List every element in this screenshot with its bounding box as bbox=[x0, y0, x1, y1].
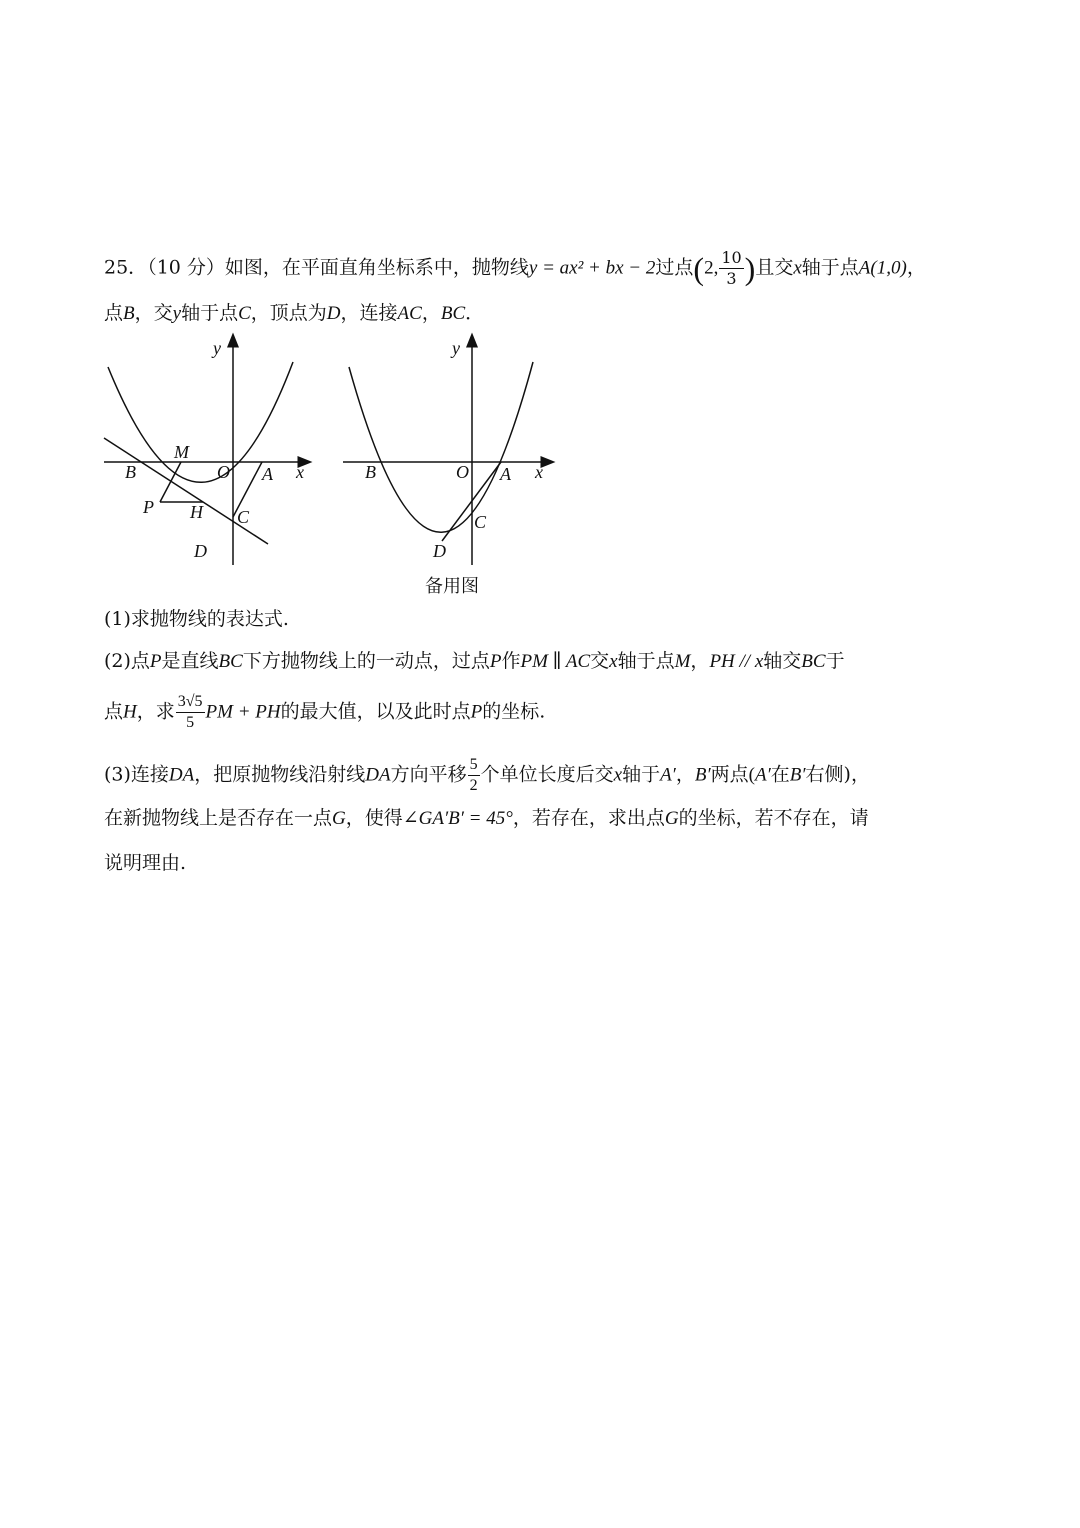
figure-backup bbox=[343, 340, 548, 565]
fraction-10-3: $\frac{10}{3}$ bbox=[721, 248, 742, 288]
fig2-label-o: O bbox=[456, 462, 469, 482]
fraction-3root5-5: $\frac{3√5}{5}$ bbox=[177, 693, 203, 731]
problem-number: 25． bbox=[104, 256, 148, 279]
problem-statement-line-2: 点B，交y轴于点C，顶点为D，连接AC，BC． bbox=[104, 302, 485, 324]
fig1-label-c: C bbox=[237, 507, 250, 527]
question-3-line-3: 说明理由. bbox=[104, 852, 187, 874]
ph-parallel-x: PH // x bbox=[709, 651, 764, 672]
fig1-label-a: A bbox=[262, 464, 273, 484]
problem-statement-line-1: 25．（10 分）如图，在平面直角坐标系中，抛物线y = ax² + bx − 2过点(2, $\frac{10}{3}$ )且交x轴于点A(1,0)， bbox=[104, 248, 926, 288]
question-3-line-1: (3)连接DA，把原抛物线沿射线DA方向平移 $\frac{5}{2}$ 个单位长度后交x轴于A′，B′两点(A′在B′右侧)， bbox=[104, 756, 870, 794]
fig2-label-a: A bbox=[500, 464, 511, 484]
fig1-label-p: P bbox=[143, 497, 154, 517]
angle-condition: ∠GA′B′ = 45° bbox=[402, 808, 513, 829]
expression-pm-ph: PM + PH bbox=[205, 701, 281, 723]
fig2-label-x: x bbox=[535, 462, 543, 482]
fig2-label-d: D bbox=[433, 541, 446, 561]
fig1-label-m: M bbox=[174, 442, 189, 462]
fig1-label-y: y bbox=[213, 338, 221, 358]
figure-main bbox=[104, 340, 305, 565]
figures bbox=[0, 0, 1080, 600]
fraction-5-2: $\frac{5}{2}$ bbox=[469, 756, 478, 794]
pm-parallel-ac: PM ∥ AC bbox=[520, 651, 591, 672]
fig1-label-d: D bbox=[194, 541, 207, 561]
fig1-label-o: O bbox=[217, 462, 230, 482]
question-3-line-2: 在新抛物线上是否存在一点G，使得∠GA′B′ = 45°，若存在，求出点G的坐标，若不存在，请 bbox=[104, 807, 869, 829]
fig1-label-x: x bbox=[296, 462, 304, 482]
figure-caption: 备用图 bbox=[425, 576, 479, 597]
fig2-label-c: C bbox=[474, 512, 487, 532]
point-a: A(1,0) bbox=[858, 257, 907, 279]
fig2-label-b: B bbox=[365, 462, 376, 482]
question-1: (1)求抛物线的表达式. bbox=[104, 608, 289, 630]
question-2-line-2: 点H，求 $\frac{3√5}{5}$ PM + PH的最大值，以及此时点P的坐标. bbox=[104, 693, 546, 731]
fig1-label-b: B bbox=[125, 462, 136, 482]
fig1-label-h: H bbox=[190, 502, 203, 522]
problem-points: （10 分） bbox=[147, 256, 225, 279]
question-2-line-1: (2)点P是直线BC下方抛物线上的一动点，过点P作PM ∥ AC交x轴于点M，PH // x轴交BC于 bbox=[104, 650, 845, 672]
parabola bbox=[349, 362, 533, 532]
parabola-equation: y = ax² + bx − 2 bbox=[528, 257, 656, 279]
segment-pm bbox=[160, 462, 181, 502]
fig2-label-y: y bbox=[452, 338, 460, 358]
